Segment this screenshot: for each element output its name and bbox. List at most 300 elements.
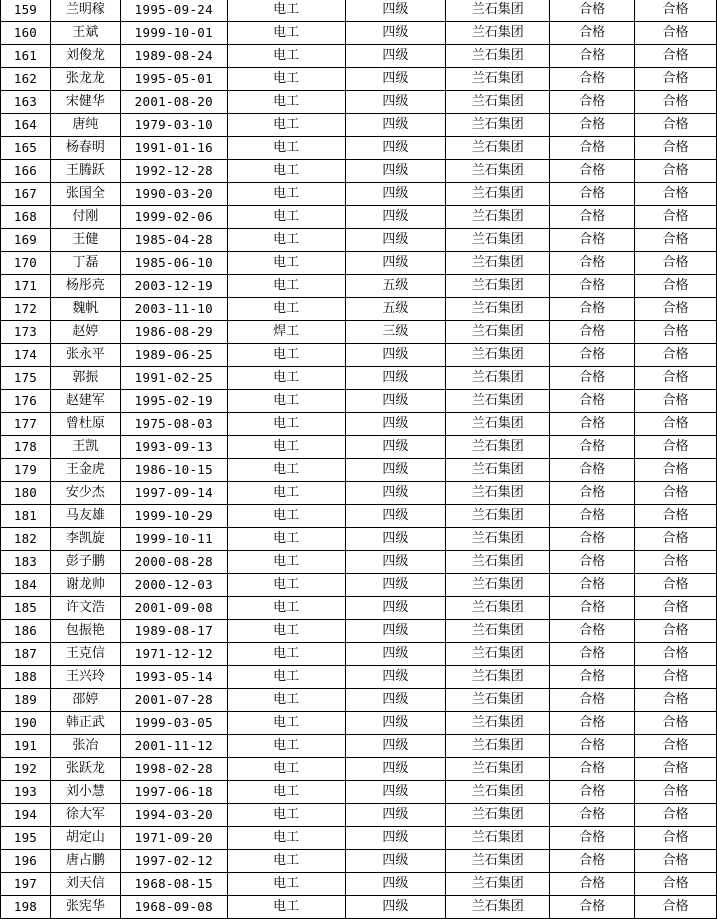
table-row <box>1 551 717 574</box>
name-cell: 杨春明 <box>50 137 120 160</box>
birth-date-cell: 1991-01-16 <box>120 137 227 160</box>
birth-date-cell: 1997-06-18 <box>120 781 227 804</box>
birth-date-cell: 1989-08-24 <box>120 45 227 68</box>
birth-date-cell: 2000-08-28 <box>120 551 227 574</box>
name-cell: 王斌 <box>50 22 120 45</box>
birth-date-cell: 1986-08-29 <box>120 321 227 344</box>
company-cell: 兰石集团 <box>446 781 550 804</box>
grade-cell: 四级 <box>345 413 446 436</box>
grade-cell: 四级 <box>345 781 446 804</box>
trade-cell: 电工 <box>227 206 345 229</box>
table-row <box>1 114 717 137</box>
trade-cell: 电工 <box>227 528 345 551</box>
grade-cell: 四级 <box>345 252 446 275</box>
company-cell: 兰石集团 <box>446 827 550 850</box>
birth-date-cell: 1994-03-20 <box>120 804 227 827</box>
practical-result-cell: 合格 <box>635 551 717 574</box>
practical-result-cell: 合格 <box>635 367 717 390</box>
theory-result-cell: 合格 <box>550 620 635 643</box>
trade-cell: 电工 <box>227 873 345 896</box>
name-cell: 付刚 <box>50 206 120 229</box>
table-row <box>1 459 717 482</box>
trade-cell: 电工 <box>227 229 345 252</box>
table-row <box>1 620 717 643</box>
row-number: 160 <box>1 22 51 45</box>
row-number: 172 <box>1 298 51 321</box>
row-number: 195 <box>1 827 51 850</box>
row-number: 198 <box>1 896 51 919</box>
grade-cell: 四级 <box>345 0 446 22</box>
trade-cell: 电工 <box>227 68 345 91</box>
row-number: 174 <box>1 344 51 367</box>
row-number: 161 <box>1 45 51 68</box>
table-row <box>1 91 717 114</box>
name-cell: 彭子鹏 <box>50 551 120 574</box>
row-number: 184 <box>1 574 51 597</box>
company-cell: 兰石集团 <box>446 643 550 666</box>
grade-cell: 四级 <box>345 689 446 712</box>
row-number: 187 <box>1 643 51 666</box>
trade-cell: 电工 <box>227 0 345 22</box>
name-cell: 宋健华 <box>50 91 120 114</box>
name-cell: 王凯 <box>50 436 120 459</box>
company-cell: 兰石集团 <box>446 114 550 137</box>
grade-cell: 四级 <box>345 620 446 643</box>
practical-result-cell: 合格 <box>635 22 717 45</box>
theory-result-cell: 合格 <box>550 367 635 390</box>
row-number: 176 <box>1 390 51 413</box>
practical-result-cell: 合格 <box>635 735 717 758</box>
company-cell: 兰石集团 <box>446 298 550 321</box>
company-cell: 兰石集团 <box>446 505 550 528</box>
name-cell: 王克信 <box>50 643 120 666</box>
row-number: 166 <box>1 160 51 183</box>
row-number: 163 <box>1 91 51 114</box>
name-cell: 张冶 <box>50 735 120 758</box>
row-number: 164 <box>1 114 51 137</box>
name-cell: 魏帆 <box>50 298 120 321</box>
theory-result-cell: 合格 <box>550 804 635 827</box>
grade-cell: 三级 <box>345 321 446 344</box>
trade-cell: 电工 <box>227 827 345 850</box>
company-cell: 兰石集团 <box>446 620 550 643</box>
trade-cell: 电工 <box>227 114 345 137</box>
name-cell: 胡定山 <box>50 827 120 850</box>
theory-result-cell: 合格 <box>550 597 635 620</box>
row-number: 173 <box>1 321 51 344</box>
practical-result-cell: 合格 <box>635 781 717 804</box>
row-number: 181 <box>1 505 51 528</box>
grade-cell: 四级 <box>345 873 446 896</box>
company-cell: 兰石集团 <box>446 137 550 160</box>
name-cell: 许文浩 <box>50 597 120 620</box>
theory-result-cell: 合格 <box>550 781 635 804</box>
table-row <box>1 160 717 183</box>
trade-cell: 电工 <box>227 344 345 367</box>
trade-cell: 电工 <box>227 22 345 45</box>
trade-cell: 电工 <box>227 160 345 183</box>
company-cell: 兰石集团 <box>446 367 550 390</box>
row-number: 182 <box>1 528 51 551</box>
practical-result-cell: 合格 <box>635 597 717 620</box>
practical-result-cell: 合格 <box>635 689 717 712</box>
trade-cell: 电工 <box>227 137 345 160</box>
grade-cell: 四级 <box>345 344 446 367</box>
table-row <box>1 45 717 68</box>
grade-cell: 四级 <box>345 735 446 758</box>
grade-cell: 四级 <box>345 528 446 551</box>
table-row <box>1 735 717 758</box>
row-number: 183 <box>1 551 51 574</box>
birth-date-cell: 2000-12-03 <box>120 574 227 597</box>
table-row <box>1 229 717 252</box>
name-cell: 王健 <box>50 229 120 252</box>
birth-date-cell: 1989-08-17 <box>120 620 227 643</box>
grade-cell: 五级 <box>345 275 446 298</box>
company-cell: 兰石集团 <box>446 321 550 344</box>
company-cell: 兰石集团 <box>446 735 550 758</box>
table-row <box>1 390 717 413</box>
practical-result-cell: 合格 <box>635 459 717 482</box>
company-cell: 兰石集团 <box>446 758 550 781</box>
trade-cell: 电工 <box>227 91 345 114</box>
name-cell: 谢龙帅 <box>50 574 120 597</box>
company-cell: 兰石集团 <box>446 689 550 712</box>
company-cell: 兰石集团 <box>446 482 550 505</box>
row-number: 171 <box>1 275 51 298</box>
theory-result-cell: 合格 <box>550 459 635 482</box>
trade-cell: 电工 <box>227 413 345 436</box>
birth-date-cell: 1999-10-29 <box>120 505 227 528</box>
name-cell: 刘小慧 <box>50 781 120 804</box>
table-row <box>1 666 717 689</box>
grade-cell: 四级 <box>345 597 446 620</box>
trade-cell: 电工 <box>227 459 345 482</box>
theory-result-cell: 合格 <box>550 45 635 68</box>
birth-date-cell: 1971-09-20 <box>120 827 227 850</box>
table-row <box>1 643 717 666</box>
practical-result-cell: 合格 <box>635 114 717 137</box>
theory-result-cell: 合格 <box>550 321 635 344</box>
table-row <box>1 597 717 620</box>
birth-date-cell: 1999-02-06 <box>120 206 227 229</box>
table-row <box>1 712 717 735</box>
name-cell: 马友雄 <box>50 505 120 528</box>
birth-date-cell: 1991-02-25 <box>120 367 227 390</box>
trade-cell: 电工 <box>227 436 345 459</box>
practical-result-cell: 合格 <box>635 643 717 666</box>
birth-date-cell: 2001-09-08 <box>120 597 227 620</box>
theory-result-cell: 合格 <box>550 482 635 505</box>
row-number: 162 <box>1 68 51 91</box>
birth-date-cell: 1993-05-14 <box>120 666 227 689</box>
table-row <box>1 850 717 873</box>
practical-result-cell: 合格 <box>635 758 717 781</box>
trade-cell: 电工 <box>227 896 345 919</box>
grade-cell: 四级 <box>345 804 446 827</box>
name-cell: 王腾跃 <box>50 160 120 183</box>
trade-cell: 电工 <box>227 551 345 574</box>
company-cell: 兰石集团 <box>446 459 550 482</box>
practical-result-cell: 合格 <box>635 413 717 436</box>
name-cell: 张永平 <box>50 344 120 367</box>
row-number: 175 <box>1 367 51 390</box>
grade-cell: 四级 <box>345 643 446 666</box>
name-cell: 杨彤亮 <box>50 275 120 298</box>
company-cell: 兰石集团 <box>446 597 550 620</box>
company-cell: 兰石集团 <box>446 275 550 298</box>
grade-cell: 四级 <box>345 896 446 919</box>
table-row <box>1 137 717 160</box>
theory-result-cell: 合格 <box>550 896 635 919</box>
row-number: 179 <box>1 459 51 482</box>
name-cell: 刘天信 <box>50 873 120 896</box>
birth-date-cell: 1992-12-28 <box>120 160 227 183</box>
row-number: 170 <box>1 252 51 275</box>
name-cell: 韩正武 <box>50 712 120 735</box>
grade-cell: 四级 <box>345 390 446 413</box>
birth-date-cell: 1995-02-19 <box>120 390 227 413</box>
theory-result-cell: 合格 <box>550 0 635 22</box>
table-row <box>1 321 717 344</box>
table-row <box>1 574 717 597</box>
theory-result-cell: 合格 <box>550 505 635 528</box>
table-row <box>1 896 717 919</box>
grade-cell: 四级 <box>345 22 446 45</box>
row-number: 186 <box>1 620 51 643</box>
grade-cell: 四级 <box>345 666 446 689</box>
theory-result-cell: 合格 <box>550 413 635 436</box>
company-cell: 兰石集团 <box>446 229 550 252</box>
name-cell: 邵婷 <box>50 689 120 712</box>
birth-date-cell: 2003-12-19 <box>120 275 227 298</box>
company-cell: 兰石集团 <box>446 413 550 436</box>
trade-cell: 电工 <box>227 505 345 528</box>
table-row <box>1 413 717 436</box>
trade-cell: 电工 <box>227 850 345 873</box>
table-row <box>1 298 717 321</box>
theory-result-cell: 合格 <box>550 160 635 183</box>
name-cell: 张宪华 <box>50 896 120 919</box>
name-cell: 曾杜原 <box>50 413 120 436</box>
grade-cell: 四级 <box>345 574 446 597</box>
grade-cell: 四级 <box>345 137 446 160</box>
theory-result-cell: 合格 <box>550 91 635 114</box>
theory-result-cell: 合格 <box>550 114 635 137</box>
birth-date-cell: 2001-07-28 <box>120 689 227 712</box>
trade-cell: 电工 <box>227 45 345 68</box>
theory-result-cell: 合格 <box>550 206 635 229</box>
birth-date-cell: 1995-05-01 <box>120 68 227 91</box>
grade-cell: 四级 <box>345 436 446 459</box>
trade-cell: 电工 <box>227 390 345 413</box>
row-number: 168 <box>1 206 51 229</box>
theory-result-cell: 合格 <box>550 758 635 781</box>
grade-cell: 四级 <box>345 367 446 390</box>
grade-cell: 四级 <box>345 229 446 252</box>
birth-date-cell: 1968-09-08 <box>120 896 227 919</box>
company-cell: 兰石集团 <box>446 574 550 597</box>
birth-date-cell: 2001-11-12 <box>120 735 227 758</box>
company-cell: 兰石集团 <box>446 551 550 574</box>
name-cell: 赵建军 <box>50 390 120 413</box>
practical-result-cell: 合格 <box>635 436 717 459</box>
row-number: 178 <box>1 436 51 459</box>
table-body <box>1 0 717 919</box>
theory-result-cell: 合格 <box>550 137 635 160</box>
practical-result-cell: 合格 <box>635 252 717 275</box>
grade-cell: 四级 <box>345 505 446 528</box>
name-cell: 包振艳 <box>50 620 120 643</box>
table-row <box>1 22 717 45</box>
practical-result-cell: 合格 <box>635 206 717 229</box>
birth-date-cell: 1993-09-13 <box>120 436 227 459</box>
theory-result-cell: 合格 <box>550 735 635 758</box>
theory-result-cell: 合格 <box>550 390 635 413</box>
birth-date-cell: 1971-12-12 <box>120 643 227 666</box>
grade-cell: 四级 <box>345 758 446 781</box>
birth-date-cell: 1999-10-01 <box>120 22 227 45</box>
practical-result-cell: 合格 <box>635 850 717 873</box>
birth-date-cell: 2003-11-10 <box>120 298 227 321</box>
table-row <box>1 804 717 827</box>
table-row <box>1 758 717 781</box>
row-number: 180 <box>1 482 51 505</box>
grade-cell: 四级 <box>345 482 446 505</box>
trade-cell: 电工 <box>227 298 345 321</box>
birth-date-cell: 1975-08-03 <box>120 413 227 436</box>
row-number: 196 <box>1 850 51 873</box>
company-cell: 兰石集团 <box>446 344 550 367</box>
company-cell: 兰石集团 <box>446 160 550 183</box>
table-row <box>1 873 717 896</box>
theory-result-cell: 合格 <box>550 275 635 298</box>
trade-cell: 电工 <box>227 712 345 735</box>
practical-result-cell: 合格 <box>635 390 717 413</box>
trade-cell: 电工 <box>227 643 345 666</box>
row-number: 194 <box>1 804 51 827</box>
grade-cell: 四级 <box>345 206 446 229</box>
table-row <box>1 781 717 804</box>
company-cell: 兰石集团 <box>446 183 550 206</box>
practical-result-cell: 合格 <box>635 275 717 298</box>
company-cell: 兰石集团 <box>446 390 550 413</box>
table-row <box>1 528 717 551</box>
theory-result-cell: 合格 <box>550 666 635 689</box>
theory-result-cell: 合格 <box>550 436 635 459</box>
theory-result-cell: 合格 <box>550 712 635 735</box>
trade-cell: 电工 <box>227 689 345 712</box>
practical-result-cell: 合格 <box>635 91 717 114</box>
theory-result-cell: 合格 <box>550 827 635 850</box>
practical-result-cell: 合格 <box>635 666 717 689</box>
practical-result-cell: 合格 <box>635 321 717 344</box>
practical-result-cell: 合格 <box>635 0 717 22</box>
company-cell: 兰石集团 <box>446 804 550 827</box>
trade-cell: 电工 <box>227 781 345 804</box>
practical-result-cell: 合格 <box>635 712 717 735</box>
theory-result-cell: 合格 <box>550 689 635 712</box>
practical-result-cell: 合格 <box>635 620 717 643</box>
practical-result-cell: 合格 <box>635 873 717 896</box>
practical-result-cell: 合格 <box>635 505 717 528</box>
birth-date-cell: 1989-06-25 <box>120 344 227 367</box>
practical-result-cell: 合格 <box>635 229 717 252</box>
name-cell: 张国全 <box>50 183 120 206</box>
trade-cell: 电工 <box>227 367 345 390</box>
trade-cell: 电工 <box>227 482 345 505</box>
theory-result-cell: 合格 <box>550 298 635 321</box>
company-cell: 兰石集团 <box>446 873 550 896</box>
row-number: 159 <box>1 0 51 22</box>
name-cell: 唐纯 <box>50 114 120 137</box>
practical-result-cell: 合格 <box>635 804 717 827</box>
theory-result-cell: 合格 <box>550 643 635 666</box>
birth-date-cell: 1985-04-28 <box>120 229 227 252</box>
practical-result-cell: 合格 <box>635 137 717 160</box>
trade-cell: 电工 <box>227 275 345 298</box>
trade-cell: 电工 <box>227 252 345 275</box>
name-cell: 郭振 <box>50 367 120 390</box>
birth-date-cell: 1985-06-10 <box>120 252 227 275</box>
row-number: 192 <box>1 758 51 781</box>
trade-cell: 电工 <box>227 666 345 689</box>
name-cell: 赵婷 <box>50 321 120 344</box>
table-row <box>1 344 717 367</box>
company-cell: 兰石集团 <box>446 896 550 919</box>
table-row <box>1 689 717 712</box>
row-number: 188 <box>1 666 51 689</box>
table-row <box>1 436 717 459</box>
grade-cell: 四级 <box>345 712 446 735</box>
row-number: 177 <box>1 413 51 436</box>
trade-cell: 电工 <box>227 574 345 597</box>
theory-result-cell: 合格 <box>550 344 635 367</box>
practical-result-cell: 合格 <box>635 45 717 68</box>
name-cell: 唐占鹏 <box>50 850 120 873</box>
name-cell: 刘俊龙 <box>50 45 120 68</box>
trade-cell: 焊工 <box>227 321 345 344</box>
practical-result-cell: 合格 <box>635 183 717 206</box>
grade-cell: 四级 <box>345 68 446 91</box>
company-cell: 兰石集团 <box>446 91 550 114</box>
table-row <box>1 68 717 91</box>
company-cell: 兰石集团 <box>446 712 550 735</box>
name-cell: 丁磊 <box>50 252 120 275</box>
grade-cell: 四级 <box>345 459 446 482</box>
birth-date-cell: 2001-08-20 <box>120 91 227 114</box>
theory-result-cell: 合格 <box>550 68 635 91</box>
row-number: 191 <box>1 735 51 758</box>
grade-cell: 四级 <box>345 114 446 137</box>
trade-cell: 电工 <box>227 735 345 758</box>
theory-result-cell: 合格 <box>550 528 635 551</box>
practical-result-cell: 合格 <box>635 896 717 919</box>
table-row <box>1 0 717 22</box>
grade-cell: 四级 <box>345 91 446 114</box>
name-cell: 张龙龙 <box>50 68 120 91</box>
practical-result-cell: 合格 <box>635 68 717 91</box>
theory-result-cell: 合格 <box>550 873 635 896</box>
practical-result-cell: 合格 <box>635 827 717 850</box>
company-cell: 兰石集团 <box>446 252 550 275</box>
practical-result-cell: 合格 <box>635 298 717 321</box>
birth-date-cell: 1979-03-10 <box>120 114 227 137</box>
company-cell: 兰石集团 <box>446 45 550 68</box>
practical-result-cell: 合格 <box>635 574 717 597</box>
trade-cell: 电工 <box>227 804 345 827</box>
table-row <box>1 505 717 528</box>
